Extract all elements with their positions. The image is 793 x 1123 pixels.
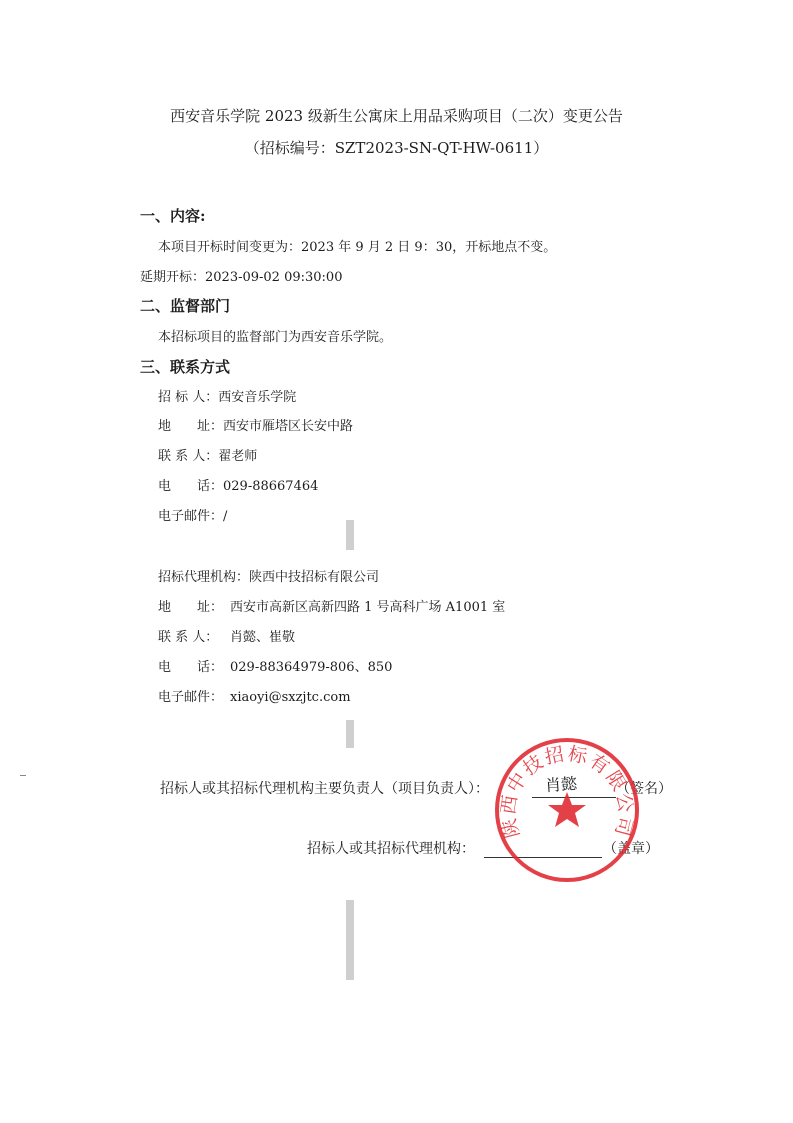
agency-contact-label: 联 系 人： [158,630,219,645]
tenderer-name-label: 招 标 人： [158,390,219,405]
agency-email-row [158,686,351,705]
tenderer-contact-row [158,445,257,464]
scan-mark [20,775,26,776]
tenderer-address: 西安市雁塔区长安中路 [223,419,354,434]
tenderer-phone-label: 电 话： [158,479,224,494]
agency-name-label: 招标代理机构： [158,570,250,585]
agency-email: xiaoyi@sxzjtc.com [230,690,351,705]
tenderer-address-label: 地 址： [158,419,224,434]
tenderer-name-row [158,386,296,405]
section-supervision-heading: 二、监督部门 [140,297,231,315]
agency-address-label: 地 址： [158,600,224,615]
agency-phone-label: 电 话： [158,660,224,675]
organization-label: 招标人或其招标代理机构： [307,841,475,857]
section-content-heading: 一、内容: [140,207,206,225]
agency-email-label: 电子邮件： [158,690,224,705]
delayed-opening: 延期开标：2023-09-02 09:30:00 [140,270,343,285]
tenderer-email-label: 电子邮件： [158,509,224,524]
tenderer-name: 西安音乐学院 [218,390,297,405]
official-seal-stamp [492,735,642,885]
agency-contact: 肖懿、崔敬 [230,630,296,645]
seal-text-path: 陕西中技招标有限公司 [497,742,637,841]
agency-phone: 029-88364979-806、850 [230,660,393,675]
scan-mark [346,520,354,550]
document-title: 西安音乐学院 2023 级新生公寓床上用品采购项目（二次）变更公告 [170,107,623,125]
tenderer-contact: 翟老师 [218,449,258,464]
agency-contact-row [158,626,295,645]
agency-address: 西安市高新区高新四路 1 号高科广场 A1001 室 [230,600,506,615]
scan-mark [346,720,354,748]
scan-mark [346,900,354,980]
opening-time-change: 本项目开标时间变更为：2023 年 9 月 2 日 9：30，开标地点不变。 [158,240,557,255]
tenderer-contact-label: 联 系 人： [158,449,219,464]
agency-name: 陕西中技招标有限公司 [249,570,380,585]
supervision-text: 本招标项目的监督部门为西安音乐学院。 [158,330,393,345]
seal-suffix: （盖章） [603,841,659,857]
agency-name-row [158,566,379,585]
signatory-label: 招标人或其招标代理机构主要负责人（项目负责人）： [160,781,489,797]
seal-star-icon [548,792,586,827]
tender-number: （招标编号：SZT2023-SN-QT-HW-0611） [244,139,549,157]
tenderer-phone: 029-88667464 [223,479,319,494]
sign-suffix: （签名） [616,781,672,797]
tenderer-email-row [158,505,227,524]
tenderer-address-row [158,415,353,434]
tenderer-email: / [223,509,228,524]
tenderer-phone-row [158,475,318,494]
agency-phone-row [158,656,392,675]
section-contact-heading: 三、联系方式 [140,358,231,376]
handwritten-signature: 肖懿 [544,773,578,796]
agency-address-row [158,596,505,615]
